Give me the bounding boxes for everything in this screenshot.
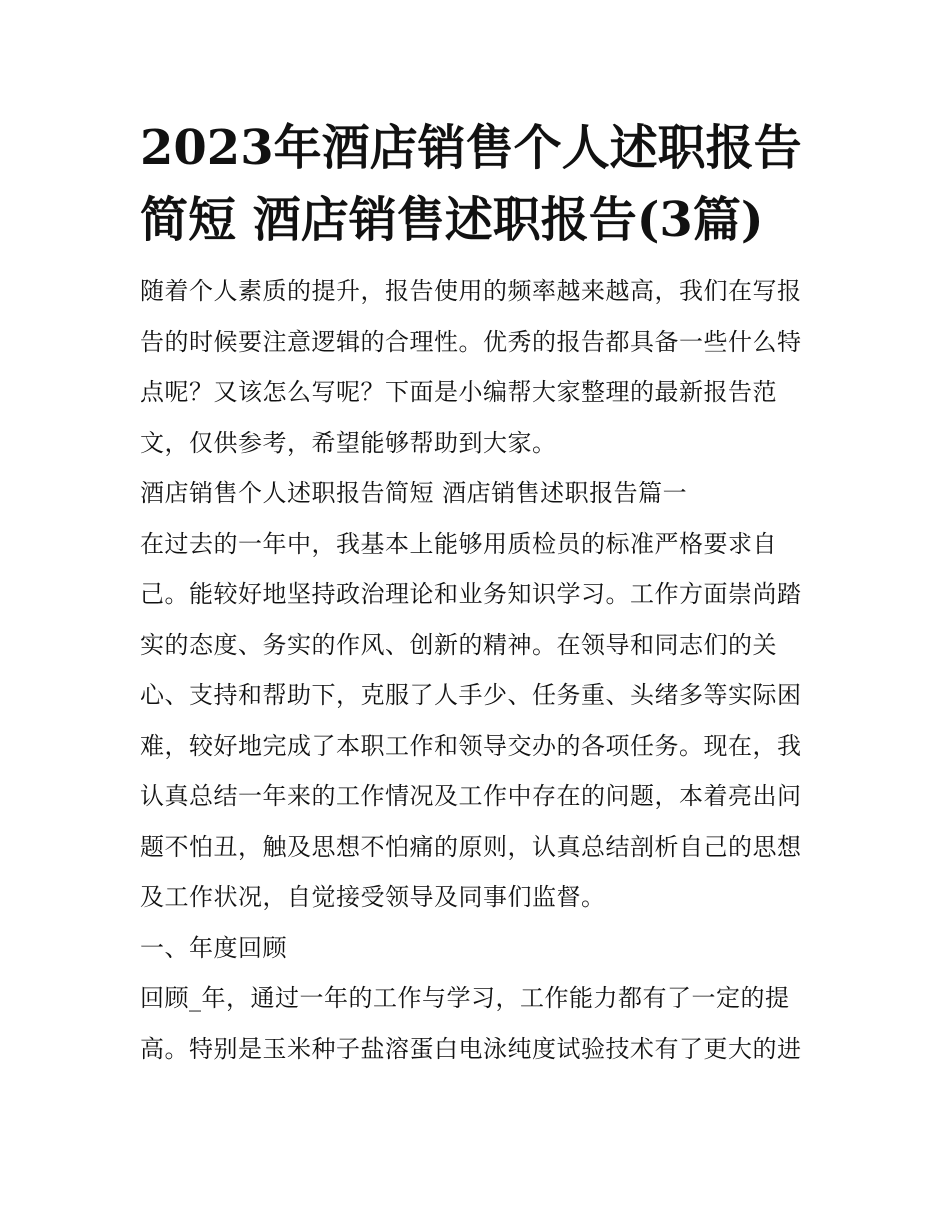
text-line: 认真总结一年来的工作情况及工作中存在的问题，本着亮出问	[140, 782, 802, 810]
text-line: 点呢？又该怎么写呢？下面是小编帮大家整理的最新报告范	[140, 378, 777, 406]
text-line: 回顾_年，通过一年的工作与学习，工作能力都有了一定的提	[140, 984, 790, 1012]
text-line: 实的态度、务实的作风、创新的精神。在领导和同志们的关	[140, 630, 777, 659]
title-line: 简短 酒店销售述职报告(3篇)	[140, 192, 764, 248]
text-line: 心、支持和帮助下，克服了人手少、任务重、头绪多等实际困	[140, 681, 802, 709]
title-line: 2023年酒店销售个人述职报告	[140, 120, 802, 176]
text-line: 在过去的一年中，我基本上能够用质检员的标准严格要求自	[140, 529, 777, 558]
text-line: 一、年度回顾	[140, 933, 287, 962]
subsection-heading	[140, 923, 812, 974]
body-paragraph	[140, 973, 812, 1074]
text-line: 难，较好地完成了本职工作和领导交办的各项任务。现在，我	[140, 731, 802, 760]
text-line: 文，仅供参考，希望能够帮助到大家。	[140, 428, 557, 457]
text-line: 随着个人素质的提升，报告使用的频率越来越高，我们在写报	[140, 277, 802, 305]
section-heading	[140, 468, 812, 519]
document-body	[140, 112, 812, 1074]
text-line: 题不怕丑，触及思想不怕痛的原则，认真总结剖析自己的思想	[140, 832, 802, 861]
text-line: 告的时候要注意逻辑的合理性。优秀的报告都具备一些什么特	[140, 327, 802, 356]
text-line: 己。能较好地坚持政治理论和业务知识学习。工作方面崇尚踏	[140, 580, 802, 608]
body-paragraph	[140, 519, 812, 923]
document-title	[140, 112, 812, 256]
text-line: 酒店销售个人述职报告简短 酒店销售述职报告篇一	[140, 479, 688, 507]
intro-paragraph	[140, 266, 812, 468]
text-line: 高。特别是玉米种子盐溶蛋白电泳纯度试验技术有了更大的进	[140, 1034, 802, 1063]
text-line: 及工作状况，自觉接受领导及同事们监督。	[140, 883, 606, 911]
